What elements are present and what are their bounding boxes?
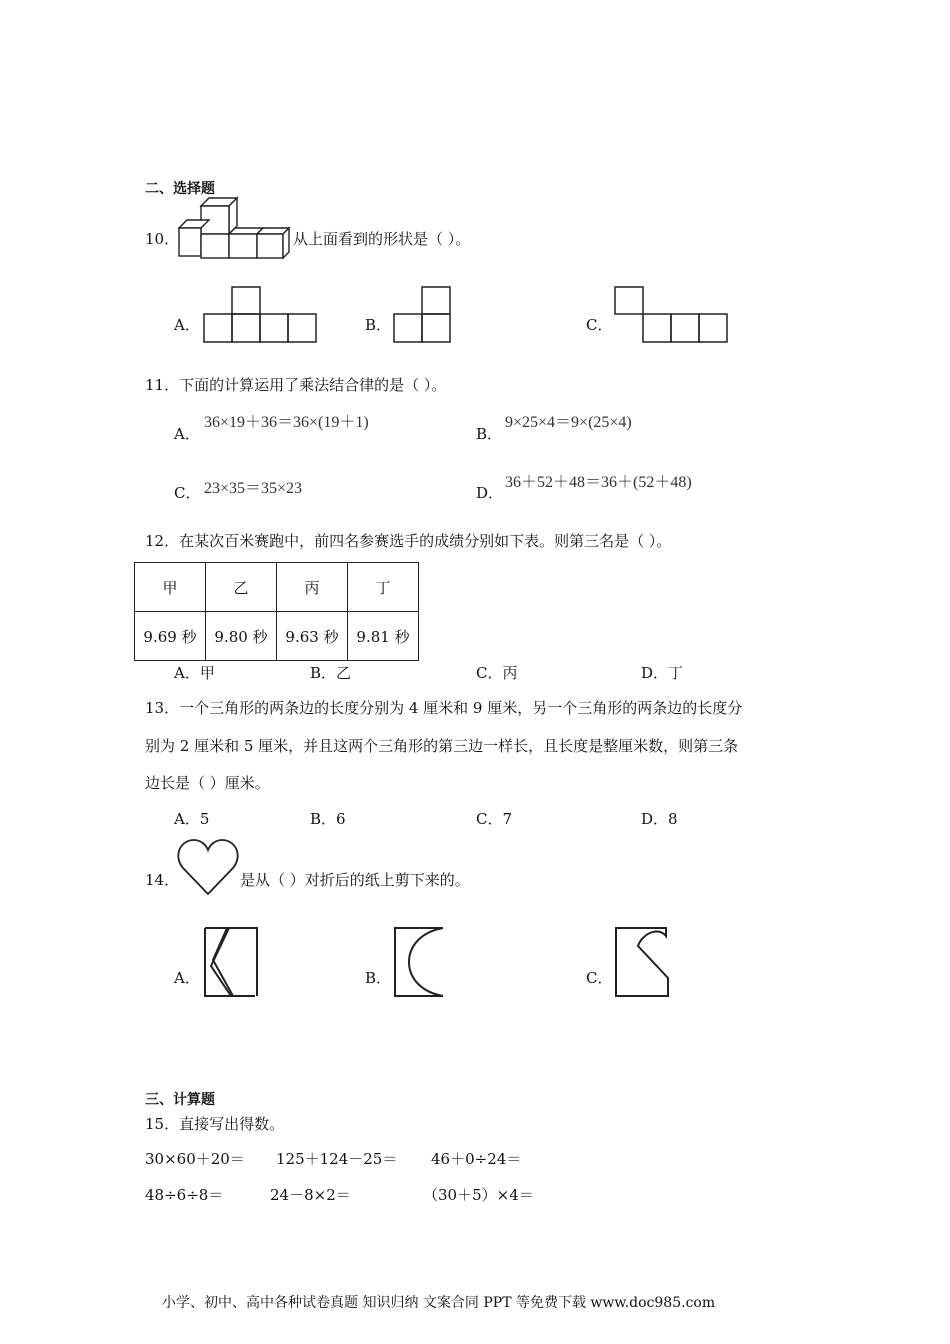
q12-text: 12．在某次百米赛跑中，前四名参赛选手的成绩分别如下表。则第三名是（ ）。 — [145, 532, 672, 550]
q14-text: 是从（ ）对折后的纸上剪下来的。 — [240, 871, 470, 889]
table-header-cell: 丙 — [277, 563, 348, 612]
table-header-cell: 乙 — [206, 563, 277, 612]
q10-option-b-figure — [393, 286, 453, 344]
q12-option-b: B．乙 — [310, 664, 352, 682]
q11-option-b-expr: 9×25×4＝9×(25×4) — [505, 414, 632, 431]
q12-option-c: C．丙 — [476, 664, 518, 682]
q13-line-1: 13．一个三角形的两条边的长度分别为 4 厘米和 9 厘米，另一个三角形的两条边的长度分 — [145, 699, 743, 717]
q14-option-a-figure — [203, 926, 259, 1000]
q13-option-b: B．6 — [310, 810, 346, 828]
q11-option-b-label: B． — [476, 425, 503, 443]
q15-expr: 24－8×2＝ — [270, 1186, 351, 1204]
table-cell: 9.81 秒 — [348, 612, 419, 661]
q14-option-c-label: C． — [586, 969, 613, 987]
q11-option-a-expr: 36×19＋36＝36×(19＋1) — [204, 414, 369, 431]
q15-expr: 46＋0÷24＝ — [431, 1150, 522, 1168]
q12-option-d: D．丁 — [641, 664, 684, 682]
table-row — [135, 612, 419, 661]
table-cell: 9.80 秒 — [206, 612, 277, 661]
race-results-table — [134, 562, 419, 661]
section-title-choice: 二、选择题 — [145, 181, 215, 197]
q13-option-d: D．8 — [641, 810, 678, 828]
q13-option-a: A．5 — [174, 810, 210, 828]
q15-expr: （30＋5）×4＝ — [423, 1186, 534, 1204]
q10-option-b-label: B． — [365, 316, 392, 334]
q10-option-a-figure — [203, 286, 317, 344]
cube-stack-figure — [177, 198, 295, 260]
q15-expr: 30×60＋20＝ — [145, 1150, 245, 1168]
q11-option-d-label: D． — [476, 484, 504, 502]
q10-text: 从上面看到的形状是（ ）。 — [293, 230, 471, 248]
q11-text: 11．下面的计算运用了乘法结合律的是（ ）。 — [145, 376, 447, 394]
section-title-calculation: 三、计算题 — [145, 1092, 215, 1108]
q10-number: 10． — [145, 230, 180, 248]
q15-text: 15．直接写出得数。 — [145, 1115, 285, 1133]
q13-line-2: 别为 2 厘米和 5 厘米，并且这两个三角形的第三边一样长，且长度是整厘米数，则第三条 — [145, 737, 739, 755]
q10-option-c-label: C． — [586, 316, 613, 334]
q14-number: 14． — [145, 871, 180, 889]
table-row — [135, 563, 419, 612]
heart-icon — [177, 838, 239, 896]
q11-option-c-expr: 23×35＝35×23 — [204, 480, 303, 497]
table-header-cell: 甲 — [135, 563, 206, 612]
q13-option-c: C．7 — [476, 810, 513, 828]
q14-option-b-label: B． — [365, 969, 392, 987]
q13-line-3: 边长是（ ）厘米。 — [145, 774, 270, 792]
table-header-cell: 丁 — [348, 563, 419, 612]
q11-option-d-expr: 36＋52＋48＝36＋(52＋48) — [505, 474, 692, 491]
q10-option-a-label: A． — [174, 316, 200, 334]
q10-option-c-figure — [614, 286, 730, 344]
q15-expr: 48÷6÷8＝ — [145, 1186, 224, 1204]
table-cell: 9.63 秒 — [277, 612, 348, 661]
q11-option-c-label: C． — [174, 484, 201, 502]
table-cell: 9.69 秒 — [135, 612, 206, 661]
q12-option-a: A．甲 — [174, 664, 215, 682]
q14-option-c-figure — [614, 926, 672, 1000]
q14-option-b-figure — [393, 926, 449, 1000]
q14-option-a-label: A． — [174, 969, 200, 987]
q15-expr: 125＋124－25＝ — [276, 1150, 398, 1168]
q11-option-a-label: A． — [174, 425, 200, 443]
footer-text: 小学、初中、高中各种试卷真题 知识归纳 文案合同 PPT 等免费下载 www.doc985.com — [162, 1295, 716, 1311]
